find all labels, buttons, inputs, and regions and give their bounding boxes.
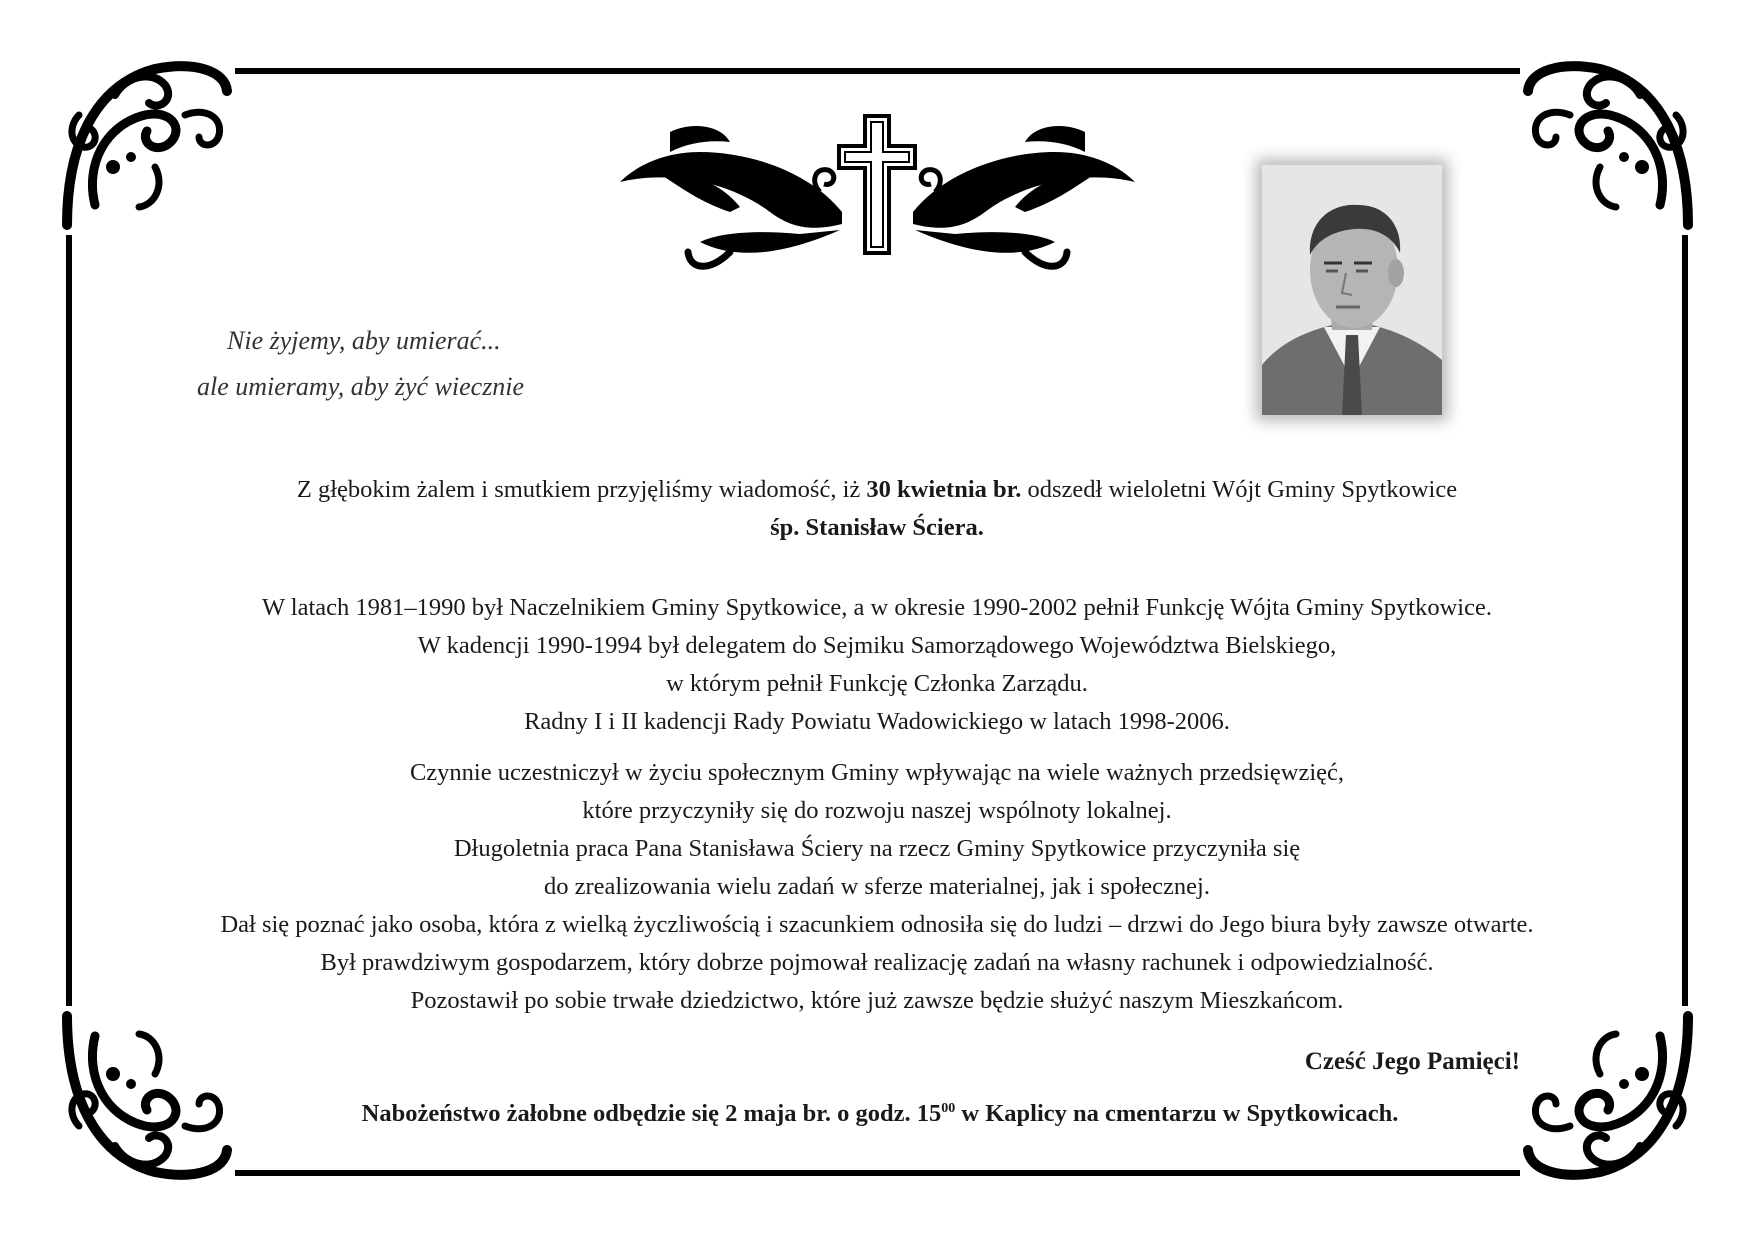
career-line: Radny I i II kadencji Rady Powiatu Wadowickiego w latach 1998-2006. [524,708,1230,735]
intro-paragraph [70,471,1684,547]
service-location: w Kaplicy na cmentarzu w Spytkowicach. [955,1100,1399,1127]
intro-line [70,471,1684,509]
corner-flourish-icon [1520,55,1700,235]
intro-text-after: odszedł wieloletni Wójt Gminy Spytkowice [1027,476,1458,503]
tribute-line: do zrealizowania wielu zadań w sferze materialnej, jak i społecznej. [544,873,1210,900]
motto [197,318,630,410]
tribute-line: Pozostawił po sobie trwałe dziedzictwo, które już zawsze będzie służyć naszym Mieszkańcom. [410,987,1344,1014]
tribute-line: Czynnie uczestniczył w życiu społecznym Gminy wpływając na wiele ważnych przedsięwzięć, [409,759,1345,786]
intro-text-before: Z głębokim żalem i smutkiem przyjęliśmy wiadomość, iż [296,476,861,503]
portrait-photo [1262,165,1442,415]
death-date: 30 kwietnia br. [866,476,1022,503]
motto-line-1: Nie żyjemy, aby umierać... [227,326,501,355]
deceased-name: śp. Stanisław Ściera. [770,514,984,541]
service-time-minutes: 00 [941,1100,956,1116]
motto-line-2: ale umieramy, aby żyć wiecznie [197,372,525,401]
tribute-line: Był prawdziwym gospodarzem, który dobrze pojmował realizację zadań na własny rachunek i odpowiedzialność. [320,949,1434,976]
tribute-line: które przyczyniły się do rozwoju naszej wspólnoty lokalnej. [582,797,1172,824]
career-line: w którym pełnił Funkcję Członka Zarządu. [666,670,1088,697]
corner-flourish-icon [1520,1006,1700,1186]
career-line: W latach 1981–1990 był Naczelnikiem Gminy Spytkowice, a w okresie 1990-2002 pełnił Funkcję Wójta Gminy Spytkowice. [262,594,1492,621]
corner-flourish-icon [55,55,235,235]
closing-phrase: Cześć Jego Pamięci! [1304,1048,1520,1075]
career-line: W kadencji 1990-1994 był delegatem do Sejmiku Samorządowego Województwa Bielskiego, [417,632,1337,659]
corner-flourish-icon [55,1006,235,1186]
tribute-paragraph [70,754,1684,1020]
funeral-service-info [160,1100,1600,1128]
tribute-line: Dał się poznać jako osoba, która z wielką życzliwością i szacunkiem odnosiła się do ludzi – drzwi do Jego biura były zawsze otwarte. [220,911,1534,938]
cross-with-leaves-icon [610,112,1145,277]
service-text: Nabożeństwo żałobne odbędzie się 2 maja br. o godz. 15 [361,1100,942,1127]
career-paragraph [70,589,1684,741]
tribute-line: Długoletnia praca Pana Stanisława Ściery na rzecz Gminy Spytkowice przyczyniła się [453,835,1301,862]
